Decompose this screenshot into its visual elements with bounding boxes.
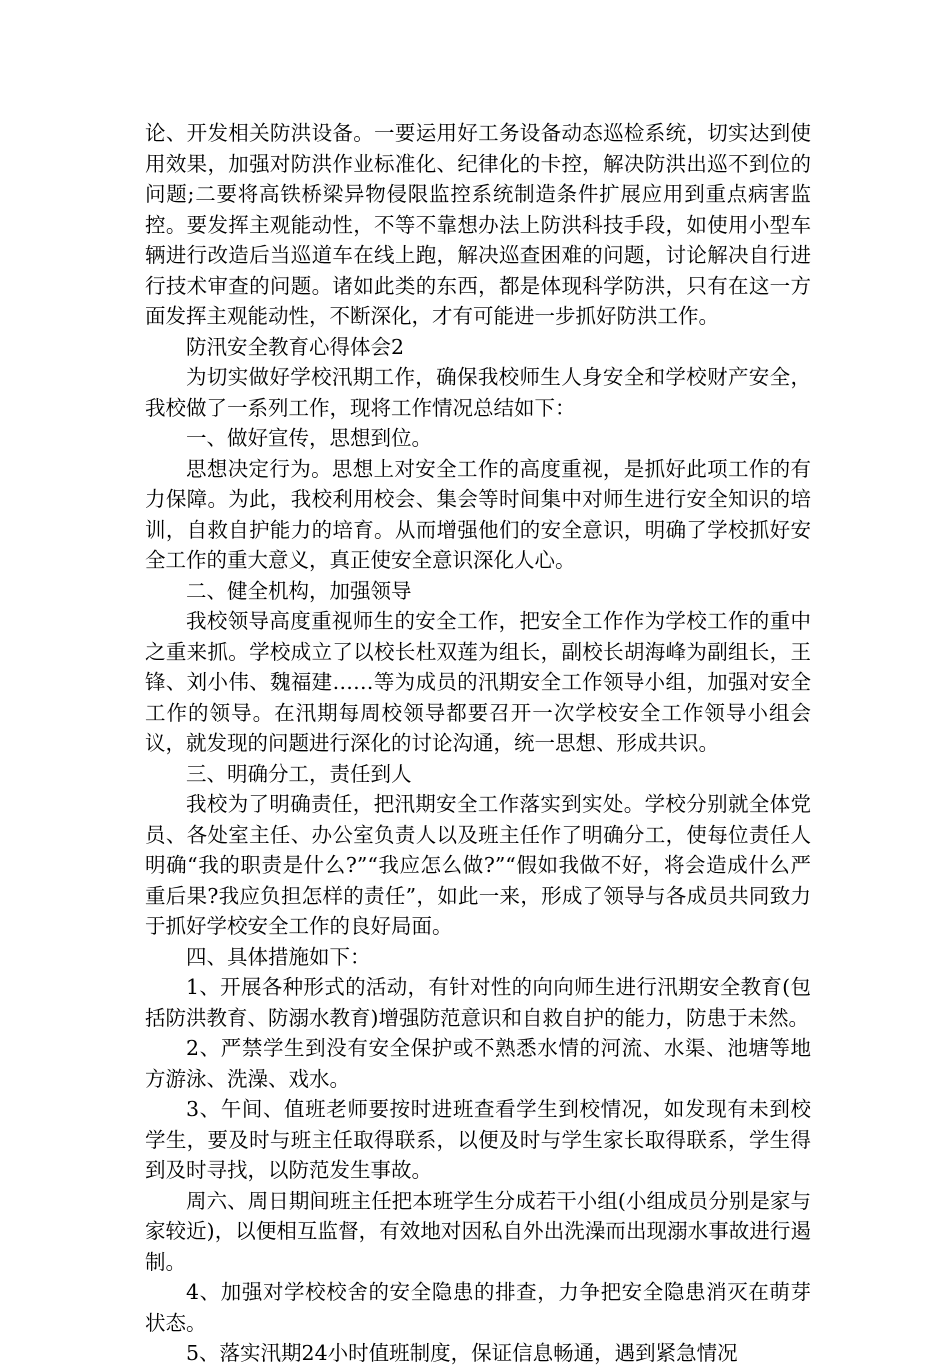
paragraph-section-1: 思想决定行为。思想上对安全工作的高度重视，是抓好此项工作的有力保障。为此，我校利用校会、集会等时间集中对师生进行安全知识的培训，自救自护能力的培育。从而增强他们的安全意识，明确了学校抓好安全工作的重大意义，真正使安全意识深化人心。 [145,456,811,572]
section-heading-4: 四、具体措施如下： [186,944,371,969]
section-heading-1: 一、做好宣传，思想到位。 [186,426,432,450]
measure-item-3: 3、午间、值班老师要按时进班查看学生到校情况，如发现有未到校学生，要及时与班主任取得联系，以便及时与学生家长取得联系，学生得到及时寻找，以防范发生事故。 [145,1097,811,1182]
paragraph-section-2: 我校领导高度重视师生的安全工作，把安全工作作为学校工作的重中之重来抓。学校成立了以校长杜双莲为组长，副校长胡海峰为副组长，王锋、刘小伟、魏福建……等为成员的汛期安全工作领导小组，加强对安全工作的领导。在汛期每周校领导都要召开一次学校安全工作领导小组会议，就发现的问题进行深化的讨论沟通，统一思想、形成共识。 [145,609,811,755]
measure-item-1: 1、开展各种形式的活动，有针对性的向向师生进行汛期安全教育(包括防洪教育、防溺水教育)增强防范意识和自救自护的能力，防患于未然。 [145,975,811,1030]
paragraph-intro: 论、开发相关防洪设备。一要运用好工务设备动态巡检系统，切实达到使用效果，加强对防洪作业标准化、纪律化的卡控，解决防洪出巡不到位的问题;二要将高铁桥梁异物侵限监控系统制造条件扩展应用到重点病害监控。要发挥主观能动性，不等不靠想办法上防洪科技手段，如使用小型车辆进行改造后当巡道车在线上跑，解决巡查困难的问题，讨论解决自行进行技术审查的问题。诸如此类的东西，都是体现科学防洪，只有在这一方面发挥主观能动性，不断深化，才有可能进一步抓好防洪工作。 [145,121,811,328]
section-heading-2: 二、健全机构，加强领导 [186,578,412,603]
paragraph-section-3: 我校为了明确责任，把汛期安全工作落实到实处。学校分别就全体党员、各处室主任、办公室负责人以及班主任作了明确分工，使每位责任人明确“我的职责是什么?”“我应怎么做?”“假如我做不好，将会造成什么严重后果?我应负担怎样的责任”，如此一来，形成了领导与各成员共同致力于抓好学校安全工作的良好局面。 [145,792,811,938]
measure-item-4: 4、加强对学校校舍的安全隐患的排查，力争把安全隐患消灭在萌芽状态。 [145,1280,811,1335]
measure-item-3-weekend: 周六、周日期间班主任把本班学生分成若干小组(小组成员分别是家与家较近)，以便相互监督，有效地对因私自外出洗澡而出现溺水事故进行遏制。 [145,1188,811,1274]
paragraph-summary: 为切实做好学校汛期工作，确保我校师生人身安全和学校财产安全，我校做了一系列工作，现将工作情况总结如下： [145,365,811,420]
document-body [145,118,811,1369]
section-heading-3: 三、明确分工，责任到人 [186,761,412,786]
measure-item-5: 5、落实汛期24小时值班制度，保证信息畅通，遇到紧急情况 [186,1341,738,1365]
measure-item-2: 2、严禁学生到没有安全保护或不熟悉水情的河流、水渠、池塘等地方游泳、洗澡、戏水。 [145,1036,811,1091]
section-heading-title: 防汛安全教育心得体会2 [186,334,405,359]
